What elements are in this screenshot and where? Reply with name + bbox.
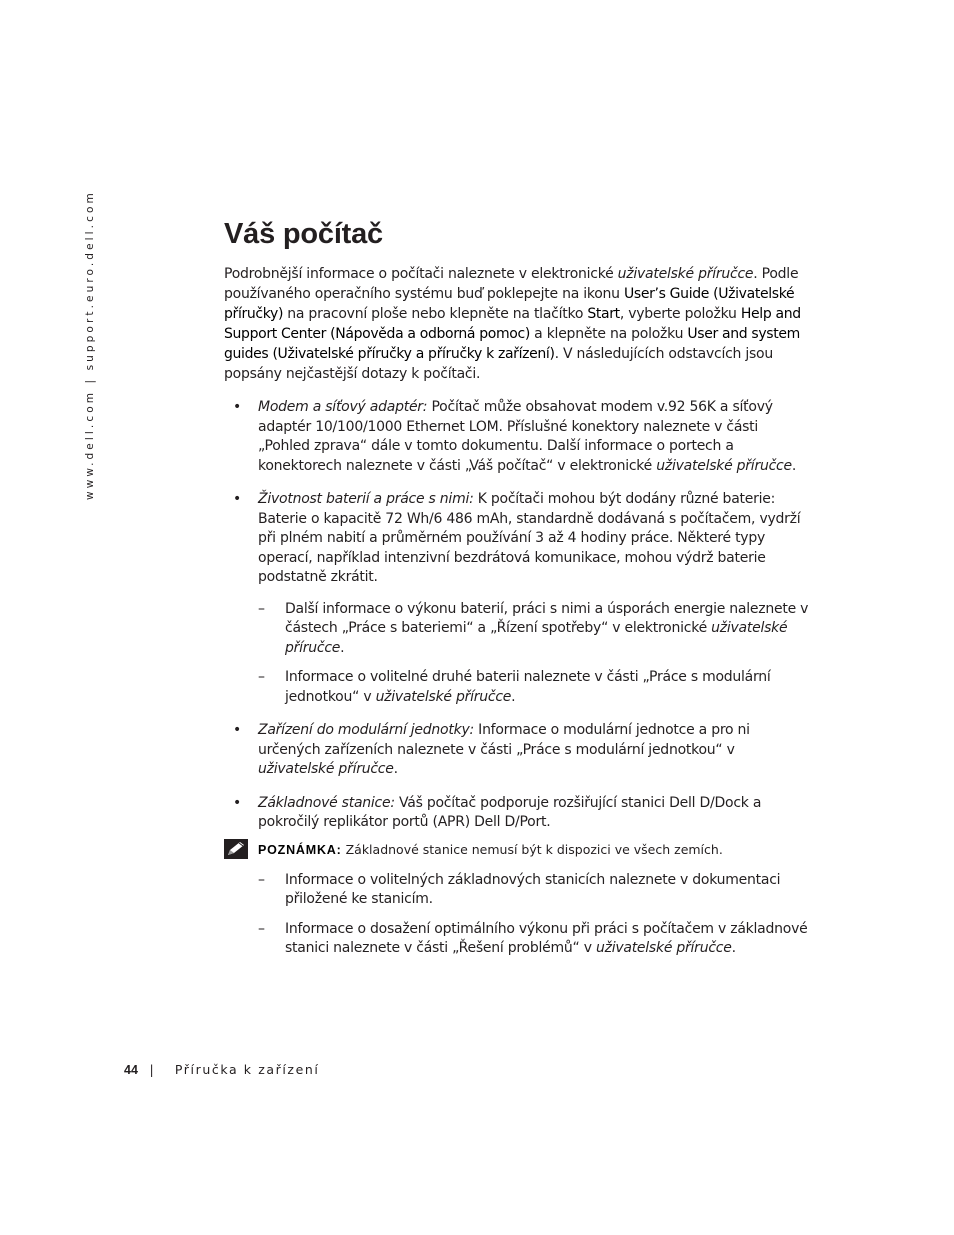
- page-title: Váš počítač: [224, 218, 383, 250]
- item-text: Informace o modulární jednotce a pro ni určených zařízeních naleznete v části „Práce s modulární jednotkou“ v: [258, 722, 750, 758]
- sub-text: .: [731, 940, 736, 956]
- item-lead: Modem a síťový adaptér:: [258, 399, 428, 415]
- item-lead: Zařízení do modulární jednotky:: [258, 722, 474, 738]
- intro-text: na pracovní ploše nebo klepněte na tlačítko: [283, 306, 588, 322]
- note-box: [224, 841, 814, 859]
- intro-text: Podrobnější informace o počítači naleznete v elektronické: [224, 266, 618, 282]
- item-italic: uživatelské příručce: [656, 457, 792, 474]
- intro-italic: uživatelské příručce: [617, 266, 754, 282]
- ui-label-user-guides: User and system guides (Uživatelské příručky a příručky k zařízení): [224, 326, 800, 362]
- bullet-glyph: •: [233, 794, 242, 811]
- page-footer: [124, 1062, 319, 1077]
- side-url: www.dell.com | support.euro.dell.com: [84, 190, 96, 500]
- item-italic: uživatelské příručce: [258, 761, 394, 777]
- sub-text: Informace o dosažení optimálního výkonu při práci s počítačem v základnové stanici naleznete v části „Řešení problémů“ v: [285, 920, 808, 956]
- sub-italic: uživatelské příručce: [595, 940, 732, 956]
- bullet-glyph: •: [233, 722, 242, 738]
- list-item-modular-bay: [224, 721, 814, 780]
- intro-text: . V následujících odstavcích jsou popsány nejčastější dotazy k počítači.: [224, 346, 773, 382]
- dash-glyph: –: [258, 871, 265, 888]
- topic-list: [224, 398, 814, 833]
- sub-item: [258, 871, 814, 910]
- sub-item: [258, 920, 814, 959]
- sub-text: .: [511, 688, 516, 705]
- item-text: Váš počítač podporuje rozšiřující stanici Dell D/Dock a pokročilý replikátor portů (APR) Dell D/Port.: [258, 794, 762, 830]
- ui-label-users-guide: User’s Guide (Uživatelské příručky): [224, 286, 795, 322]
- item-lead: Životnost baterií a práce s nimi:: [258, 491, 474, 507]
- bullet-glyph: •: [233, 399, 242, 415]
- docking-sublist: [258, 871, 814, 959]
- footer-title: Příručka k zařízení: [174, 1062, 320, 1077]
- dash-glyph: –: [258, 920, 265, 937]
- sub-text: Informace o volitelných základnových stanicích naleznete v dokumentaci přiložené ke stanicím.: [285, 871, 781, 907]
- sub-italic: uživatelské příručce: [285, 620, 788, 656]
- sub-text: Další informace o výkonu baterií, práci s nimi a úsporách energie naleznete v částech „Práce s bateriemi“ a „Řízení spotřeby“ v elektronické: [285, 600, 809, 636]
- list-item-modem: [224, 398, 814, 476]
- dash-glyph: –: [258, 669, 265, 685]
- note-pencil-icon: [224, 839, 248, 859]
- intro-paragraph: [224, 264, 814, 384]
- bullet-glyph: •: [233, 491, 242, 507]
- sub-item: [258, 600, 814, 659]
- sub-italic: uživatelské příručce: [375, 688, 512, 705]
- item-text: .: [791, 457, 797, 474]
- note-label: POZNÁMKA:: [258, 842, 342, 857]
- intro-text: . Podle používaného operačního systému buď poklepejte na ikonu: [224, 266, 799, 302]
- intro-text: , vyberte položku: [619, 306, 741, 322]
- sub-text: .: [340, 639, 345, 656]
- ui-label-start: Start: [587, 306, 620, 322]
- page-number: 44: [124, 1063, 138, 1077]
- dash-glyph: –: [258, 600, 265, 617]
- main-content: [224, 216, 814, 969]
- footer-separator: |: [149, 1062, 156, 1077]
- item-text: K počítači mohou být dodány různé baterie: Baterie o kapacitě 72 Wh/6 486 mAh, standardně dodávaná s počítačem, vydrží při plném nabití a průměrném používání 3 až 4 hodiny práce. Některé typy operací, například intenzivní bezdrátová komunikace, mohou výdrž baterie podstatně zkrátit.: [258, 491, 801, 585]
- item-text: Počítač může obsahovat modem v.92 56K a síťový adaptér 10/100/1000 Ethernet LOM. Příslušné konektory naleznete v části „Pohled zprava“ dále v tomto dokumentu. Další informace o portech a konektorech naleznete v části „Váš počítač“ v elektronické: [258, 399, 773, 474]
- sub-item: [258, 668, 814, 707]
- list-item-battery: [224, 490, 814, 707]
- battery-sublist: [258, 600, 814, 708]
- item-lead: Základnové stanice:: [258, 794, 395, 811]
- ui-label-help-center: Help and Support Center (Nápověda a odborná pomoc): [224, 306, 801, 342]
- list-item-docking: [224, 794, 814, 833]
- sub-text: Informace o volitelné druhé baterii naleznete v části „Práce s modulární jednotkou“ v: [285, 669, 771, 705]
- note-text: Základnové stanice nemusí být k dispozici ve všech zemích.: [345, 841, 723, 857]
- item-text: .: [393, 761, 398, 777]
- intro-text: a klepněte na položku: [529, 326, 688, 342]
